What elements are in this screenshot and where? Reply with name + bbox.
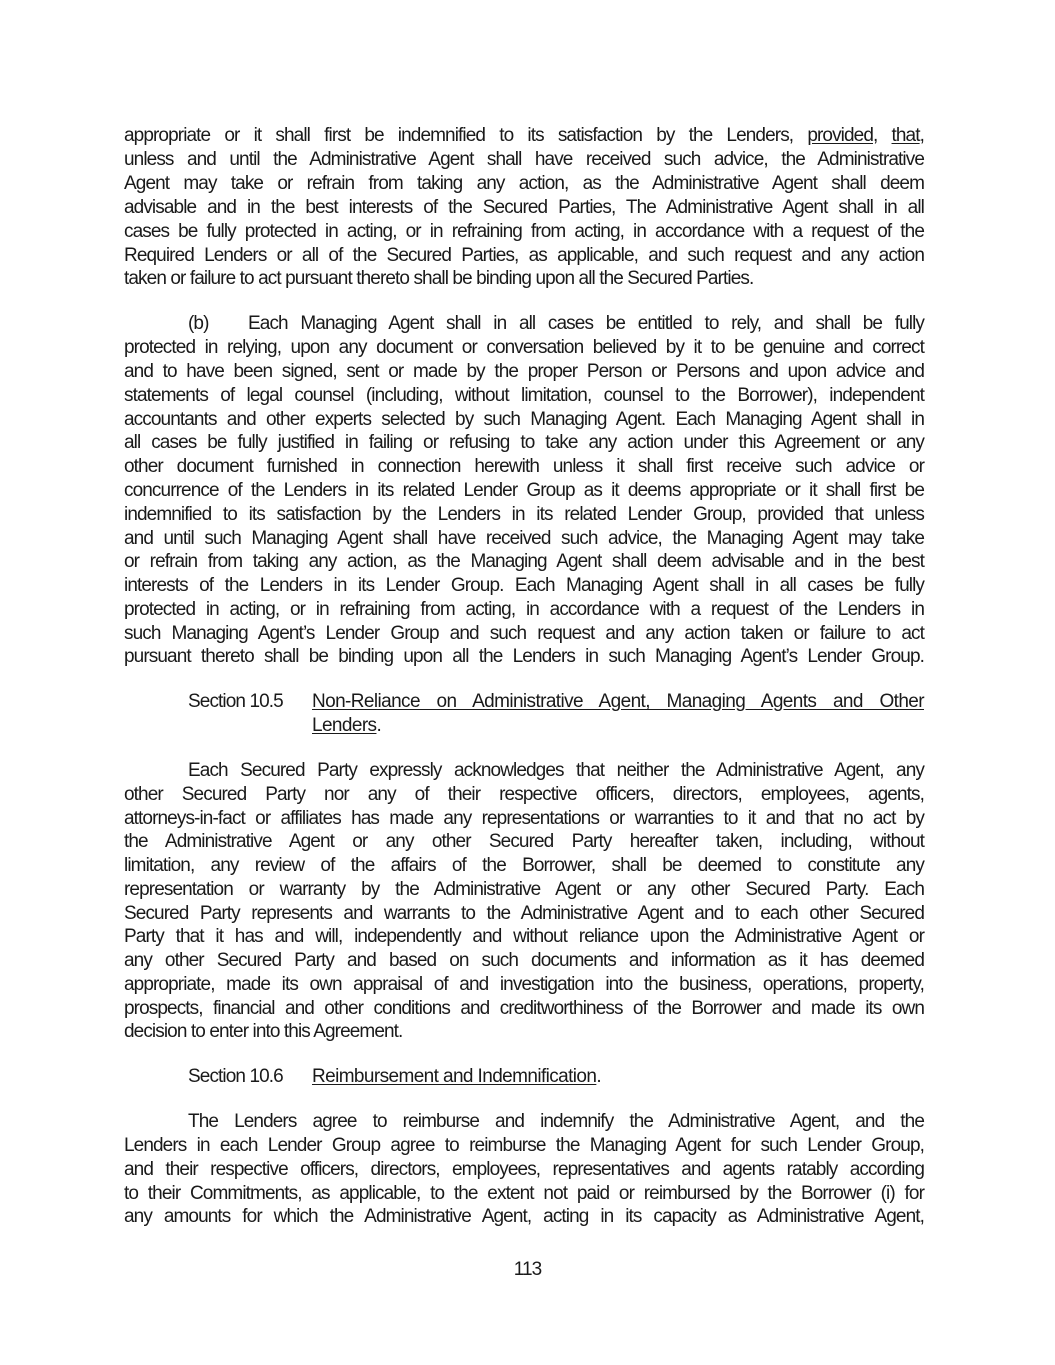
text-line: decision to enter into this Agreement. — [124, 1021, 403, 1042]
separator: , — [919, 125, 924, 146]
text-line: all cases be fully justified in failing or refusing to take any action under this Agreement or any — [124, 432, 924, 453]
text-line: Party that it has and will, independently and without reliance upon the Administrative Agent or — [124, 926, 924, 947]
text-line: to their Commitments, as applicable, to the extent not paid or reimbursed by the Borrower (i) for — [124, 1183, 924, 1204]
text-line: and until such Managing Agent shall have received such advice, the Managing Agent may take — [124, 528, 924, 549]
text-line: Agent may take or refrain from taking any action, as the Administrative Agent shall deem — [124, 173, 924, 194]
section-title-text: Reimbursement and Indemnification — [312, 1066, 597, 1087]
text-line: interests of the Lenders in its Lender Group. Each Managing Agent shall in all cases be fully — [124, 575, 924, 596]
text-line: pursuant thereto shall be binding upon all the Lenders in such Managing Agent’s Lender Group. — [124, 646, 924, 667]
text-line: unless and until the Administrative Agent shall have received such advice, the Administrative — [124, 149, 924, 170]
section-title-continued — [312, 714, 924, 738]
text-line: Secured Party represents and warrants to the Administrative Agent and to each other Secured — [124, 903, 924, 924]
section-title — [312, 1065, 924, 1089]
text-line: Required Lenders or all of the Secured Parties, as applicable, and such request and any action — [124, 245, 924, 266]
separator: , — [873, 125, 892, 146]
text-line: or refrain from taking any action, as the Managing Agent shall deem advisable and in the best — [124, 551, 924, 572]
text-line — [188, 312, 924, 336]
section-number: Section 10.6 — [188, 1066, 283, 1087]
page-number: 113 — [513, 1259, 542, 1280]
text-line: The Lenders agree to reimburse and indemnify the Administrative Agent, and the — [188, 1111, 924, 1132]
text-line: prospects, financial and other conditions and creditworthiness of the Borrower and made its own — [124, 998, 924, 1019]
text-line: representation or warranty by the Administrative Agent or any other Secured Party. Each — [124, 879, 924, 900]
text-line: protected in relying, upon any document or conversation believed by it to be genuine and correct — [124, 337, 924, 358]
provided-term: provided — [807, 125, 873, 146]
section-number: Section 10.5 — [188, 691, 283, 712]
section-title-end: . — [376, 715, 382, 736]
text-line: and their respective officers, directors, employees, representatives and agents ratably according — [124, 1159, 924, 1180]
text-line: such Managing Agent’s Lender Group and such request and any action taken or failure to act — [124, 623, 924, 644]
section-title-end: . — [596, 1066, 602, 1087]
section-title — [312, 690, 924, 714]
text-line: Lenders in each Lender Group agree to reimburse the Managing Agent for such Lender Group, — [124, 1135, 924, 1156]
text-line: cases be fully protected in acting, or in refraining from acting, in accordance with a request of the — [124, 221, 924, 242]
text-line: protected in acting, or in refraining from acting, in accordance with a request of the Lenders in — [124, 599, 924, 620]
text-span: appropriate or it shall first be indemnified to its satisfaction by the Lenders, — [124, 125, 808, 146]
text-line: attorneys-in-fact or affiliates has made any representations or warranties to it and that no act by — [124, 808, 924, 829]
text-line: accountants and other experts selected by such Managing Agent. Each Managing Agent shall in — [124, 409, 924, 430]
text-line: indemnified to its satisfaction by the Lenders in its related Lender Group, provided that unless — [124, 504, 924, 525]
paragraph-label: (b) — [188, 313, 209, 334]
text-line: other document furnished in connection herewith unless it shall first receive such advice or — [124, 456, 924, 477]
text-line: any other Secured Party and based on such documents and information as it has deemed — [124, 950, 924, 971]
text-line: other Secured Party nor any of their respective officers, directors, employees, agents, — [124, 784, 924, 805]
text-line: Each Secured Party expressly acknowledges that neither the Administrative Agent, any — [188, 760, 924, 781]
section-title-line-1: Non-Reliance on Administrative Agent, Managing Agents and Other — [312, 691, 924, 712]
that-term: that — [891, 125, 920, 146]
text-line: the Administrative Agent or any other Secured Party hereafter taken, including, without — [124, 831, 924, 852]
section-title-line-2: Lenders — [312, 715, 377, 736]
text-line: appropriate, made its own appraisal of and investigation into the business, operations, property, — [124, 974, 924, 995]
text-span: Each Managing Agent shall in all cases be entitled to rely, and shall be fully — [248, 313, 924, 334]
text-line: and to have been signed, sent or made by the proper Person or Persons and upon advice and — [124, 361, 924, 382]
text-line: limitation, any review of the affairs of the Borrower, shall be deemed to constitute any — [124, 855, 924, 876]
text-line: statements of legal counsel (including, without limitation, counsel to the Borrower), independent — [124, 385, 924, 406]
text-line — [124, 124, 924, 148]
text-line: concurrence of the Lenders in its related Lender Group as it deems appropriate or it shall first be — [124, 480, 924, 501]
text-line: advisable and in the best interests of the Secured Parties, The Administrative Agent shall in all — [124, 197, 924, 218]
text-line: taken or failure to act pursuant thereto shall be binding upon all the Secured Parties. — [124, 268, 754, 289]
text-line: any amounts for which the Administrative Agent, acting in its capacity as Administrative Agent, — [124, 1206, 924, 1227]
